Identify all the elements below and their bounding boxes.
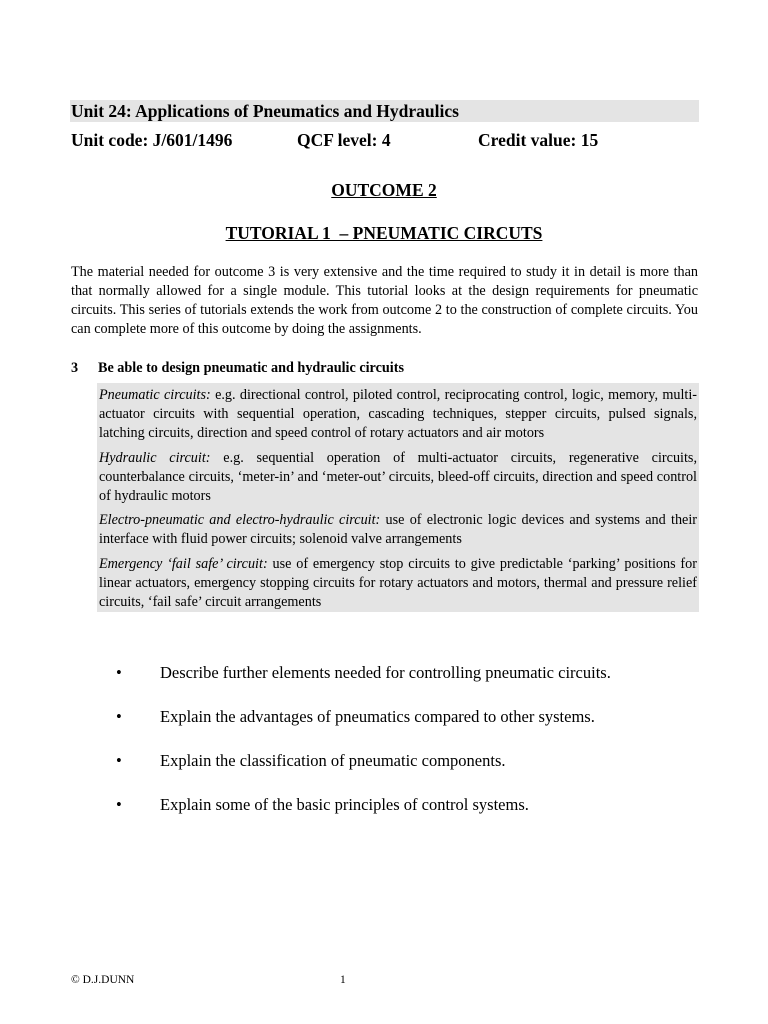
unit-title: Unit 24: Applications of Pneumatics and Hydraulics bbox=[70, 100, 699, 122]
credit-value: Credit value: 15 bbox=[478, 130, 599, 150]
list-item bbox=[0, 750, 768, 794]
section-number: 3 bbox=[71, 360, 79, 376]
criterion-term: Electro-pneumatic and electro-hydraulic circuit: bbox=[99, 512, 381, 529]
criterion-electro bbox=[99, 511, 697, 549]
bullet-icon: • bbox=[116, 795, 122, 814]
objective-text: Describe further elements needed for controlling pneumatic circuits. bbox=[160, 663, 611, 682]
objective-text: Explain the advantages of pneumatics compared to other systems. bbox=[160, 707, 595, 726]
criterion-text: e.g. sequential operation of multi-actuator circuits, regenerative circuits, counterbalance circuits, ‘meter-in’ and ‘meter-out’ circuits, bleed-off circuits, direction and speed control of hydraulic motors bbox=[99, 449, 697, 504]
tutorial-heading: TUTORIAL 1 – PNEUMATIC CIRCUTS bbox=[225, 223, 543, 243]
criterion-text: use of emergency stop circuits to give predictable ‘parking’ positions for linear actuators, emergency stopping circuits for rotary actuators and motors, thermal and pressure relief circuits, ‘fail safe’ circuit arrangements bbox=[99, 556, 697, 611]
criterion-hydraulic bbox=[99, 449, 697, 506]
unit-code: Unit code: J/601/1496 bbox=[71, 130, 233, 150]
qcf-level: QCF level: 4 bbox=[297, 130, 391, 150]
footer-author: © D.J.DUNN bbox=[71, 974, 135, 986]
objective-text: Explain the classification of pneumatic components. bbox=[160, 751, 506, 770]
criterion-text: use of electronic logic devices and systems and their interface with fluid power circuits; solenoid valve arrangements bbox=[99, 512, 697, 548]
section-heading bbox=[71, 359, 404, 378]
intro-paragraph: The material needed for outcome 3 is very extensive and the time required to study it in detail is more than that normally allowed for a single module. This tutorial looks at the design requirements for pneumatic circuits. This series of tutorials extends the work from outcome 2 to the construction of complete circuits. You can complete more of this outcome by doing the assignments. bbox=[71, 264, 698, 337]
criterion-term: Emergency ‘fail safe’ circuit: bbox=[99, 556, 268, 573]
list-item bbox=[0, 706, 768, 750]
section-title: Be able to design pneumatic and hydraulic circuits bbox=[98, 360, 404, 376]
bullet-icon: • bbox=[116, 707, 122, 726]
objectives-list bbox=[0, 662, 768, 838]
list-item bbox=[0, 794, 768, 838]
criterion-pneumatic bbox=[99, 386, 697, 443]
objective-text: Explain some of the basic principles of control systems. bbox=[160, 795, 529, 814]
criterion-term: Pneumatic circuits: bbox=[99, 387, 211, 403]
criterion-text: e.g. directional control, piloted control, reciprocating control, logic, memory, multi-actuator circuits with sequential operation, cascading techniques, stepper circuits, pulsed signals, latching circuits, direction and speed control of rotary actuators and air motors bbox=[99, 387, 697, 441]
page-number: 1 bbox=[340, 974, 346, 986]
criterion-term: Hydraulic circuit: bbox=[99, 449, 211, 466]
outcome-heading: OUTCOME 2 bbox=[331, 180, 437, 200]
unit-meta-row bbox=[71, 129, 700, 151]
bullet-icon: • bbox=[116, 663, 122, 682]
bullet-icon: • bbox=[116, 751, 122, 770]
criteria-box bbox=[97, 383, 699, 612]
criterion-emergency bbox=[99, 555, 697, 612]
list-item bbox=[0, 662, 768, 706]
